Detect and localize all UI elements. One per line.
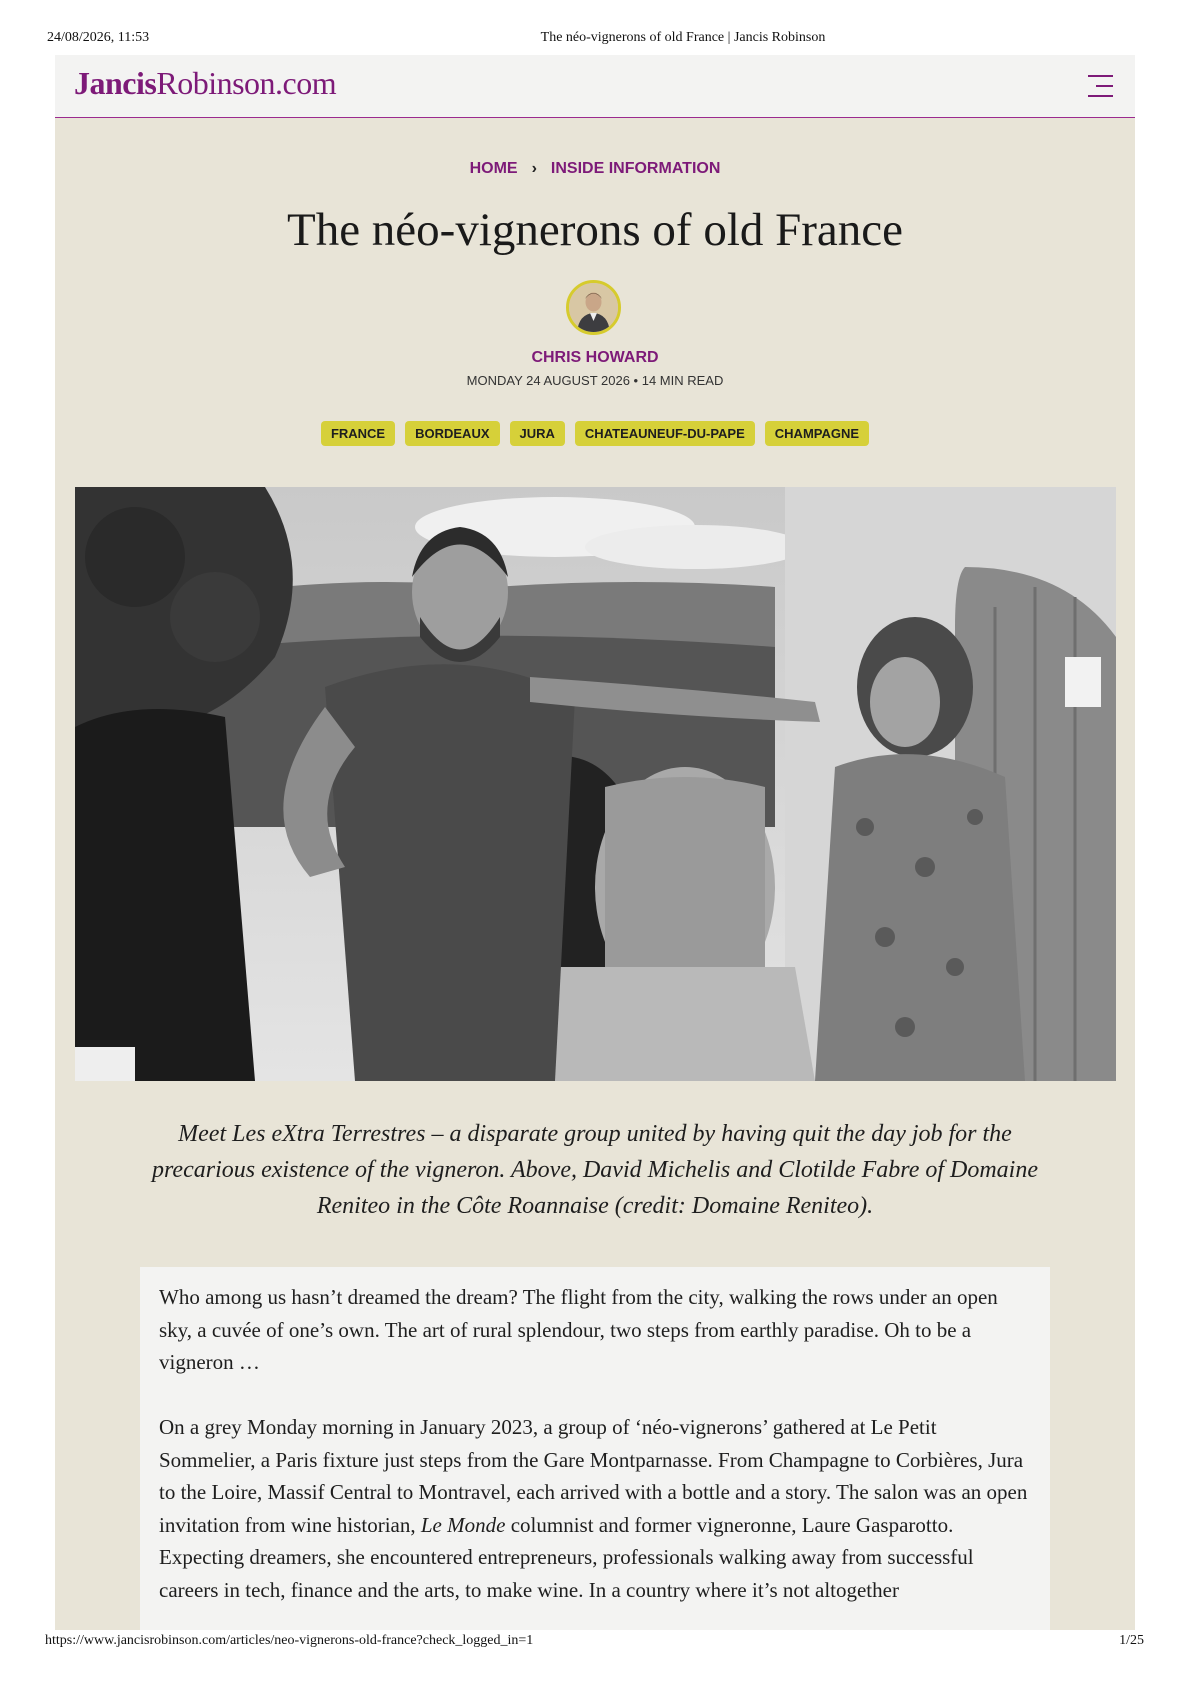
- article-title: The néo-vignerons of old France: [286, 204, 904, 256]
- print-footer: [0, 1633, 1189, 1653]
- paragraph-2-text-b: columnist and former vigneronne, Laure Gasparotto. Expecting dreamers, she encountered entrepreneurs, professionals walking away from successful careers in tech, finance and the arts, to make wine. In a country where it’s not altogether: [159, 1512, 974, 1602]
- article-meta: MONDAY 24 AUGUST 2026 • 14 MIN READ: [466, 373, 724, 388]
- body-paragraph-1: Who among us hasn’t dreamed the dream? The flight from the city, walking the rows under an open sky, a cuvée of one’s own. The art of rural splendour, two steps from earthly paradise. Oh to be a vigneron …: [159, 1285, 998, 1374]
- tag-france[interactable]: FRANCE: [321, 421, 395, 446]
- breadcrumb-section[interactable]: INSIDE INFORMATION: [550, 160, 721, 177]
- tag-jura[interactable]: JURA: [510, 421, 565, 446]
- article-body: [140, 1267, 1050, 1630]
- tag-chateauneuf-du-pape[interactable]: CHATEAUNEUF-DU-PAPE: [575, 421, 755, 446]
- article-page: [55, 55, 1135, 1630]
- tag-champagne[interactable]: CHAMPAGNE: [765, 421, 869, 446]
- site-logo[interactable]: [74, 65, 336, 102]
- tag-bordeaux[interactable]: BORDEAUX: [405, 421, 499, 446]
- author-name[interactable]: CHRIS HOWARD: [531, 349, 659, 366]
- print-header: [0, 30, 1189, 50]
- print-doc-title: The néo-vignerons of old France | Jancis Robinson: [540, 30, 826, 45]
- author-avatar[interactable]: [566, 280, 621, 335]
- photo-caption: Meet Les eXtra Terrestres – a disparate group united by having quit the day job for the precarious existence of the vigneron. Above, David Michelis and Clotilde Fabre of Domaine Reniteo in the Côte Roannaise (credit: Domaine Reniteo).: [151, 1121, 1039, 1219]
- tag-list: [55, 421, 1135, 446]
- hamburger-menu-icon[interactable]: [1088, 75, 1113, 97]
- paragraph-2-emphasis: Le Monde: [420, 1512, 506, 1537]
- logo-bold: Jancis: [74, 65, 157, 101]
- paragraph-2-text-a: On a grey Monday morning in January 2023, a group of ‘néo-vignerons’ gathered at Le Petit Sommelier, a Paris fixture just steps from the Gare Montparnasse. From Champagne to Corbières, Jura to the Loire, Massif Central to Montravel, each arrived with a bottle and a story. The salon was an open invitation from wine historian,: [159, 1415, 1028, 1537]
- print-datetime: 24/08/2026, 11:53: [47, 30, 150, 45]
- logo-regular: Robinson.com: [156, 65, 337, 101]
- site-header: [55, 55, 1135, 118]
- hero-photo: [75, 487, 1116, 1081]
- print-page-number: 1/25: [1119, 1633, 1144, 1648]
- print-url: https://www.jancisrobinson.com/articles/neo-vignerons-old-france?check_logged_in=1: [45, 1633, 534, 1648]
- breadcrumb-home[interactable]: HOME: [469, 160, 518, 177]
- body-paragraph-2: [159, 1411, 1031, 1606]
- breadcrumb: [55, 160, 1135, 178]
- breadcrumb-separator: ›: [531, 160, 537, 177]
